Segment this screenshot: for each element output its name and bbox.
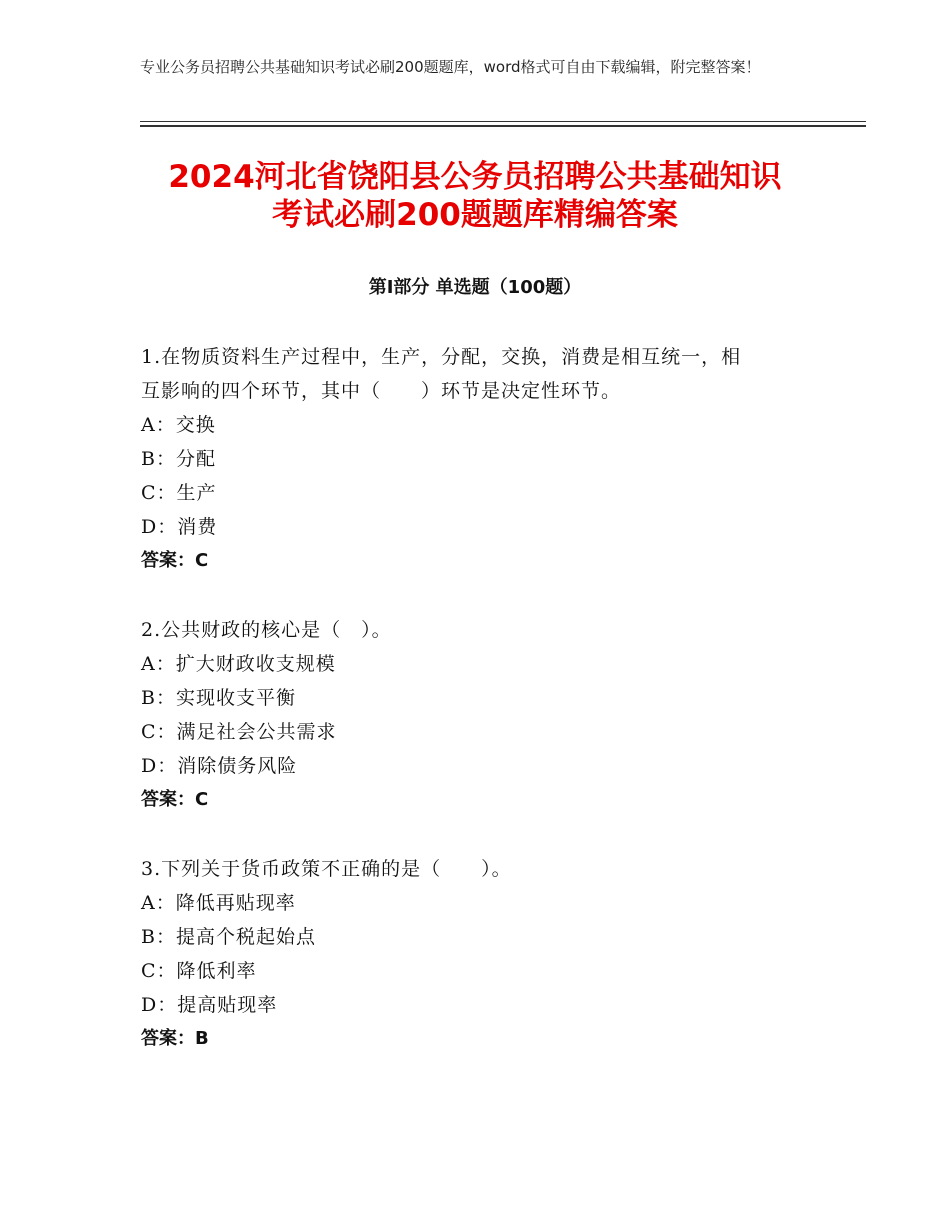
- question-stem: 2.公共财政的核心是（ ）。: [141, 619, 392, 641]
- question-stem-continued: 互影响的四个环节，其中（ ）环节是决定性环节。: [141, 380, 622, 402]
- header-rule-thick: [140, 125, 866, 127]
- header-note: 专业公务员招聘公共基础知识考试必刷200题题库，word格式可自由下载编辑，附完整答案！: [140, 58, 761, 76]
- option-d: D：提高贴现率: [141, 994, 278, 1016]
- option-d: D：消除债务风险: [141, 755, 298, 777]
- question-stem: 3.下列关于货币政策不正确的是（ ）。: [141, 858, 512, 880]
- question-3: [141, 852, 821, 1056]
- answer: 答案：C: [141, 550, 209, 571]
- option-b: B：实现收支平衡: [141, 687, 296, 709]
- answer: 答案：C: [141, 789, 209, 810]
- option-a: A：降低再贴现率: [141, 892, 296, 914]
- option-d: D：消费: [141, 516, 218, 538]
- option-c: C：满足社会公共需求: [141, 721, 337, 743]
- answer: 答案：B: [141, 1028, 209, 1049]
- title-line-2: 考试必刷200题题库精编答案: [272, 197, 678, 233]
- option-c: C：生产: [141, 482, 217, 504]
- section-heading: 第Ⅰ部分 单选题（100题）: [368, 277, 582, 298]
- title-line-1: 2024河北省饶阳县公务员招聘公共基础知识: [168, 159, 782, 195]
- option-b: B：提高个税起始点: [141, 926, 316, 948]
- option-a: A：扩大财政收支规模: [141, 653, 336, 675]
- question-2: [141, 613, 821, 817]
- header-rule-thin: [140, 121, 866, 122]
- option-b: B：分配: [141, 448, 216, 470]
- option-a: A：交换: [141, 414, 216, 436]
- option-c: C：降低利率: [141, 960, 257, 982]
- question-1: [141, 340, 821, 578]
- question-stem: 1.在物质资料生产过程中，生产，分配，交换，消费是相互统一，相: [141, 346, 742, 368]
- document-title: [100, 158, 850, 234]
